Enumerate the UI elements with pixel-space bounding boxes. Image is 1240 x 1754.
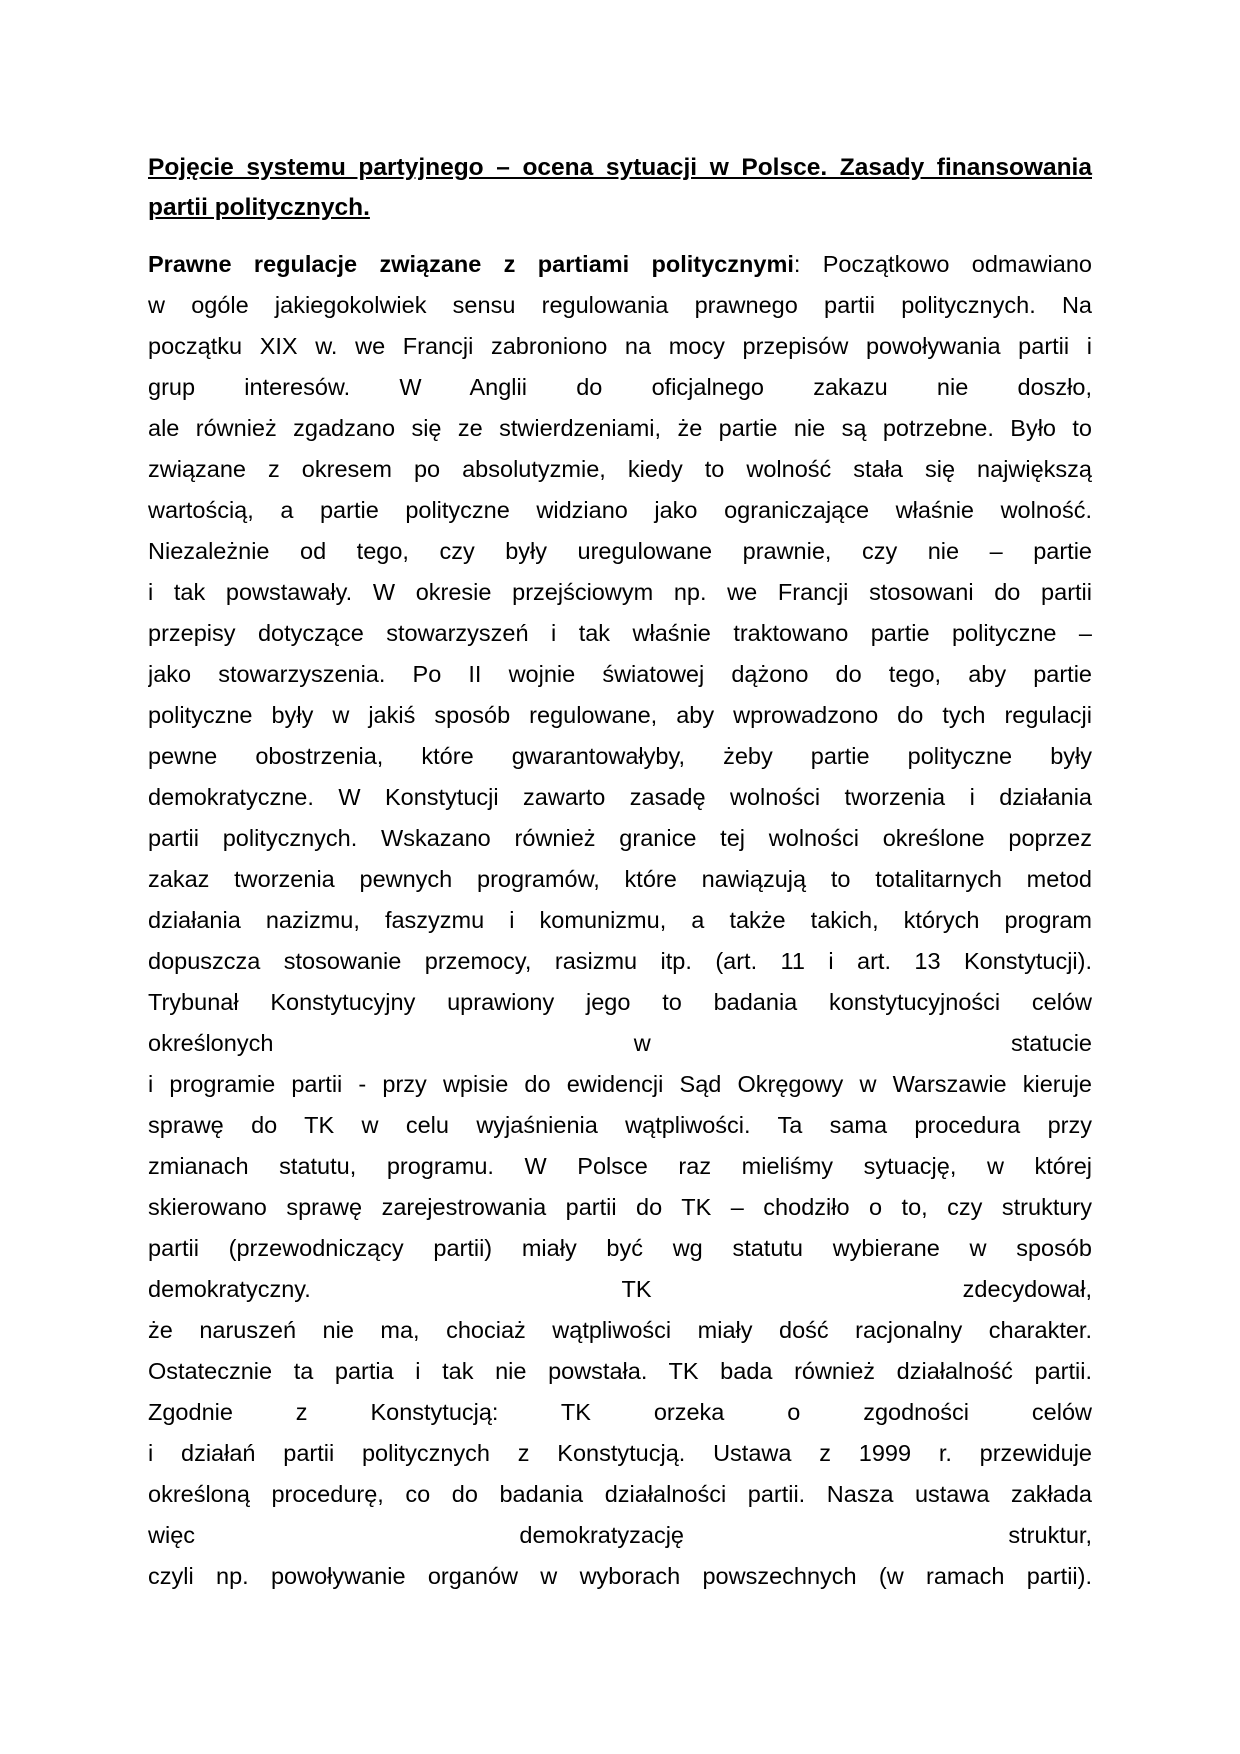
document-body (148, 244, 1092, 1597)
text-line: przepisy dotyczące stowarzyszeń i tak właśnie traktowano partie polityczne – (148, 620, 1092, 646)
text-line: Zgodnie z Konstytucją: TK orzeka o zgodności celów (148, 1399, 1092, 1425)
text-line: i programie partii - przy wpisie do ewidencji Sąd Okręgowy w Warszawie kieruje (148, 1071, 1092, 1097)
text-line: czyli np. powoływanie organów w wyborach powszechnych (w ramach partii). (148, 1563, 1092, 1589)
text-line: i działań partii politycznych z Konstytucją. Ustawa z 1999 r. przewiduje (148, 1440, 1092, 1466)
document-page (148, 148, 1092, 1597)
text-line: początku XIX w. we Francji zabroniono na mocy przepisów powoływania partii i (148, 333, 1092, 359)
text-line: więc demokratyzację struktur, (148, 1522, 1092, 1548)
document-title: Pojęcie systemu partyjnego – ocena sytuacji w Polsce. Zasady finansowania partii politycznych. (148, 154, 1092, 221)
text-line: wartością, a partie polityczne widziano jako ograniczające właśnie wolność. (148, 497, 1092, 523)
text-line: pewne obostrzenia, które gwarantowałyby, żeby partie polityczne były (148, 743, 1092, 769)
text-line: w ogóle jakiegokolwiek sensu regulowania prawnego partii politycznych. Na (148, 292, 1092, 318)
text-line: zmianach statutu, programu. W Polsce raz mieliśmy sytuację, w której (148, 1153, 1092, 1179)
text-line: demokratyczne. W Konstytucji zawarto zasadę wolności tworzenia i działania (148, 784, 1092, 810)
text-line: związane z okresem po absolutyzmie, kiedy to wolność stała się największą (148, 456, 1092, 482)
text-line: działania nazizmu, faszyzmu i komunizmu, a także takich, których program (148, 907, 1092, 933)
text-line: ale również zgadzano się ze stwierdzeniami, że partie nie są potrzebne. Było to (148, 415, 1092, 441)
text-line: skierowano sprawę zarejestrowania partii do TK – chodziło o to, czy struktury (148, 1194, 1092, 1220)
text-line: że naruszeń nie ma, chociaż wątpliwości miały dość racjonalny charakter. (148, 1317, 1092, 1343)
section-lead: Prawne regulacje związane z partiami politycznymi (148, 251, 794, 277)
text-line: demokratyczny. TK zdecydował, (148, 1276, 1092, 1302)
text-line: jako stowarzyszenia. Po II wojnie światowej dążono do tego, aby partie (148, 661, 1092, 687)
text-line: partii (przewodniczący partii) miały być wg statutu wybierane w sposób (148, 1235, 1092, 1261)
text-line: określoną procedurę, co do badania działalności partii. Nasza ustawa zakłada (148, 1481, 1092, 1507)
text-line (148, 244, 1092, 285)
text-line: i tak powstawały. W okresie przejściowym np. we Francji stosowani do partii (148, 579, 1092, 605)
text-line: zakaz tworzenia pewnych programów, które nawiązują to totalitarnych metod (148, 866, 1092, 892)
text-line: Niezależnie od tego, czy były uregulowane prawnie, czy nie – partie (148, 538, 1092, 564)
text-line: polityczne były w jakiś sposób regulowane, aby wprowadzono do tych regulacji (148, 702, 1092, 728)
text-line-rest: : Początkowo odmawiano (793, 251, 1092, 277)
text-line: grup interesów. W Anglii do oficjalnego zakazu nie doszło, (148, 374, 1092, 400)
text-line: Trybunał Konstytucyjny uprawiony jego to badania konstytucyjności celów (148, 989, 1092, 1015)
text-line: Ostatecznie ta partia i tak nie powstała. TK bada również działalność partii. (148, 1358, 1092, 1384)
text-line: sprawę do TK w celu wyjaśnienia wątpliwości. Ta sama procedura przy (148, 1112, 1092, 1138)
text-line: określonych w statucie (148, 1030, 1092, 1056)
text-line: dopuszcza stosowanie przemocy, rasizmu itp. (art. 11 i art. 13 Konstytucji). (148, 948, 1092, 974)
text-line: partii politycznych. Wskazano również granice tej wolności określone poprzez (148, 825, 1092, 851)
